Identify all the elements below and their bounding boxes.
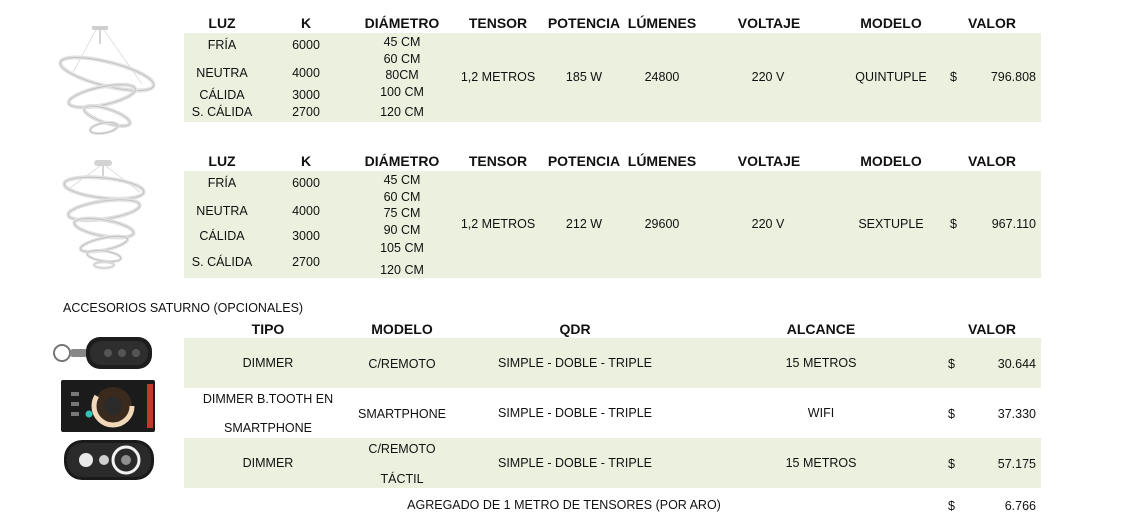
header-diametro: DIÁMETRO xyxy=(364,153,440,169)
accessory-modelo: C/REMOTO xyxy=(368,357,436,371)
k-value: 4000 xyxy=(292,204,320,218)
header-lumenes: LÚMENES xyxy=(627,15,697,31)
lumenes-value: 24800 xyxy=(644,70,680,84)
lumenes-value: 29600 xyxy=(644,217,680,231)
header-modelo: MODELO xyxy=(860,153,922,169)
touch-dimmer-panel-icon xyxy=(61,380,155,432)
diametro-value: 45 CM xyxy=(383,35,421,49)
k-value: 4000 xyxy=(292,66,320,80)
luz-fria: FRÍA xyxy=(207,38,237,52)
luz-neutra: NEUTRA xyxy=(196,66,248,80)
modelo-value: QUINTUPLE xyxy=(855,70,927,84)
currency-symbol: $ xyxy=(950,217,957,231)
header-luz: LUZ xyxy=(208,153,236,169)
header-tensor: TENSOR xyxy=(468,15,528,31)
key-fob-remote-icon xyxy=(50,333,156,373)
header-alcance: ALCANCE xyxy=(786,321,856,337)
voltaje-value: 220 V xyxy=(751,70,785,84)
potencia-value: 185 W xyxy=(565,70,603,84)
accessory-tipo: SMARTPHONE xyxy=(224,421,312,435)
k-value: 6000 xyxy=(292,38,320,52)
valor-value: 967.110 xyxy=(991,217,1036,231)
luz-calida: CÁLIDA xyxy=(199,229,245,243)
currency-symbol: $ xyxy=(948,457,955,471)
header-k: K xyxy=(300,15,312,31)
currency-symbol: $ xyxy=(950,70,957,84)
valor-value: 796.808 xyxy=(990,70,1036,84)
spiral-ring-lamp-icon xyxy=(52,24,162,136)
touch-remote-icon xyxy=(64,440,154,480)
accessory-qdr: SIMPLE - DOBLE - TRIPLE xyxy=(498,406,652,420)
header-voltaje: VOLTAJE xyxy=(737,153,801,169)
diametro-value: 120 CM xyxy=(380,263,424,277)
header-modelo: MODELO xyxy=(371,321,433,337)
accessory-qdr: SIMPLE - DOBLE - TRIPLE xyxy=(498,356,652,370)
voltaje-value: 220 V xyxy=(751,217,785,231)
header-luz: LUZ xyxy=(208,15,236,31)
diametro-value: 105 CM xyxy=(380,241,424,255)
diametro-value: 120 CM xyxy=(380,105,424,119)
header-qdr: QDR xyxy=(559,321,591,337)
accessory-alcance: 15 METROS xyxy=(785,356,857,370)
luz-s-calida: S. CÁLIDA xyxy=(191,105,253,119)
header-lumenes: LÚMENES xyxy=(627,153,697,169)
accessory-tipo: DIMMER B.TOOTH EN xyxy=(202,392,334,406)
currency-symbol: $ xyxy=(948,499,955,513)
accessory-modelo: C/REMOTO xyxy=(368,442,436,456)
header-modelo: MODELO xyxy=(860,15,922,31)
k-value: 3000 xyxy=(292,88,320,102)
diametro-value: 60 CM xyxy=(383,190,421,204)
diametro-value: 90 CM xyxy=(383,223,421,237)
potencia-value: 212 W xyxy=(565,217,603,231)
luz-fria: FRÍA xyxy=(207,176,237,190)
header-potencia: POTENCIA xyxy=(547,15,621,31)
header-valor: VALOR xyxy=(968,321,1016,337)
modelo-value: SEXTUPLE xyxy=(858,217,924,231)
currency-symbol: $ xyxy=(948,407,955,421)
luz-s-calida: S. CÁLIDA xyxy=(191,255,253,269)
header-tensor: TENSOR xyxy=(468,153,528,169)
currency-symbol: $ xyxy=(948,357,955,371)
tensor-value: 1,2 METROS xyxy=(460,70,536,84)
k-value: 6000 xyxy=(292,176,320,190)
accessories-title: ACCESORIOS SATURNO (OPCIONALES) xyxy=(63,301,304,315)
k-value: 3000 xyxy=(292,229,320,243)
tensor-value: 1,2 METROS xyxy=(460,217,536,231)
luz-calida: CÁLIDA xyxy=(199,88,245,102)
diametro-value: 75 CM xyxy=(383,206,421,220)
accessory-tipo: DIMMER xyxy=(242,356,294,370)
k-value: 2700 xyxy=(292,255,320,269)
accessory-valor: 37.330 xyxy=(997,407,1036,421)
spiral-ring-lamp-icon xyxy=(56,158,156,270)
accessory-alcance: WIFI xyxy=(807,406,835,420)
accessory-valor: 57.175 xyxy=(997,457,1036,471)
header-valor: VALOR xyxy=(968,153,1016,169)
header-potencia: POTENCIA xyxy=(547,153,621,169)
header-diametro: DIÁMETRO xyxy=(364,15,440,31)
header-valor: VALOR xyxy=(968,15,1016,31)
luz-neutra: NEUTRA xyxy=(196,204,248,218)
header-tipo: TIPO xyxy=(251,321,285,337)
accessory-valor: 30.644 xyxy=(997,357,1036,371)
diametro-value: 80CM xyxy=(385,68,419,82)
accessory-modelo: TÁCTIL xyxy=(380,472,424,486)
extra-tensor-label: AGREGADO DE 1 METRO DE TENSORES (POR ARO) xyxy=(407,498,721,512)
accessory-alcance: 15 METROS xyxy=(785,456,857,470)
diametro-value: 60 CM xyxy=(383,52,421,66)
k-value: 2700 xyxy=(292,105,320,119)
accessory-qdr: SIMPLE - DOBLE - TRIPLE xyxy=(498,456,652,470)
diametro-value: 45 CM xyxy=(383,173,421,187)
header-voltaje: VOLTAJE xyxy=(737,15,801,31)
extra-valor: 6.766 xyxy=(1004,499,1036,513)
accessory-modelo: SMARTPHONE xyxy=(358,407,446,421)
diametro-value: 100 CM xyxy=(380,85,424,99)
accessory-tipo: DIMMER xyxy=(242,456,294,470)
header-k: K xyxy=(300,153,312,169)
